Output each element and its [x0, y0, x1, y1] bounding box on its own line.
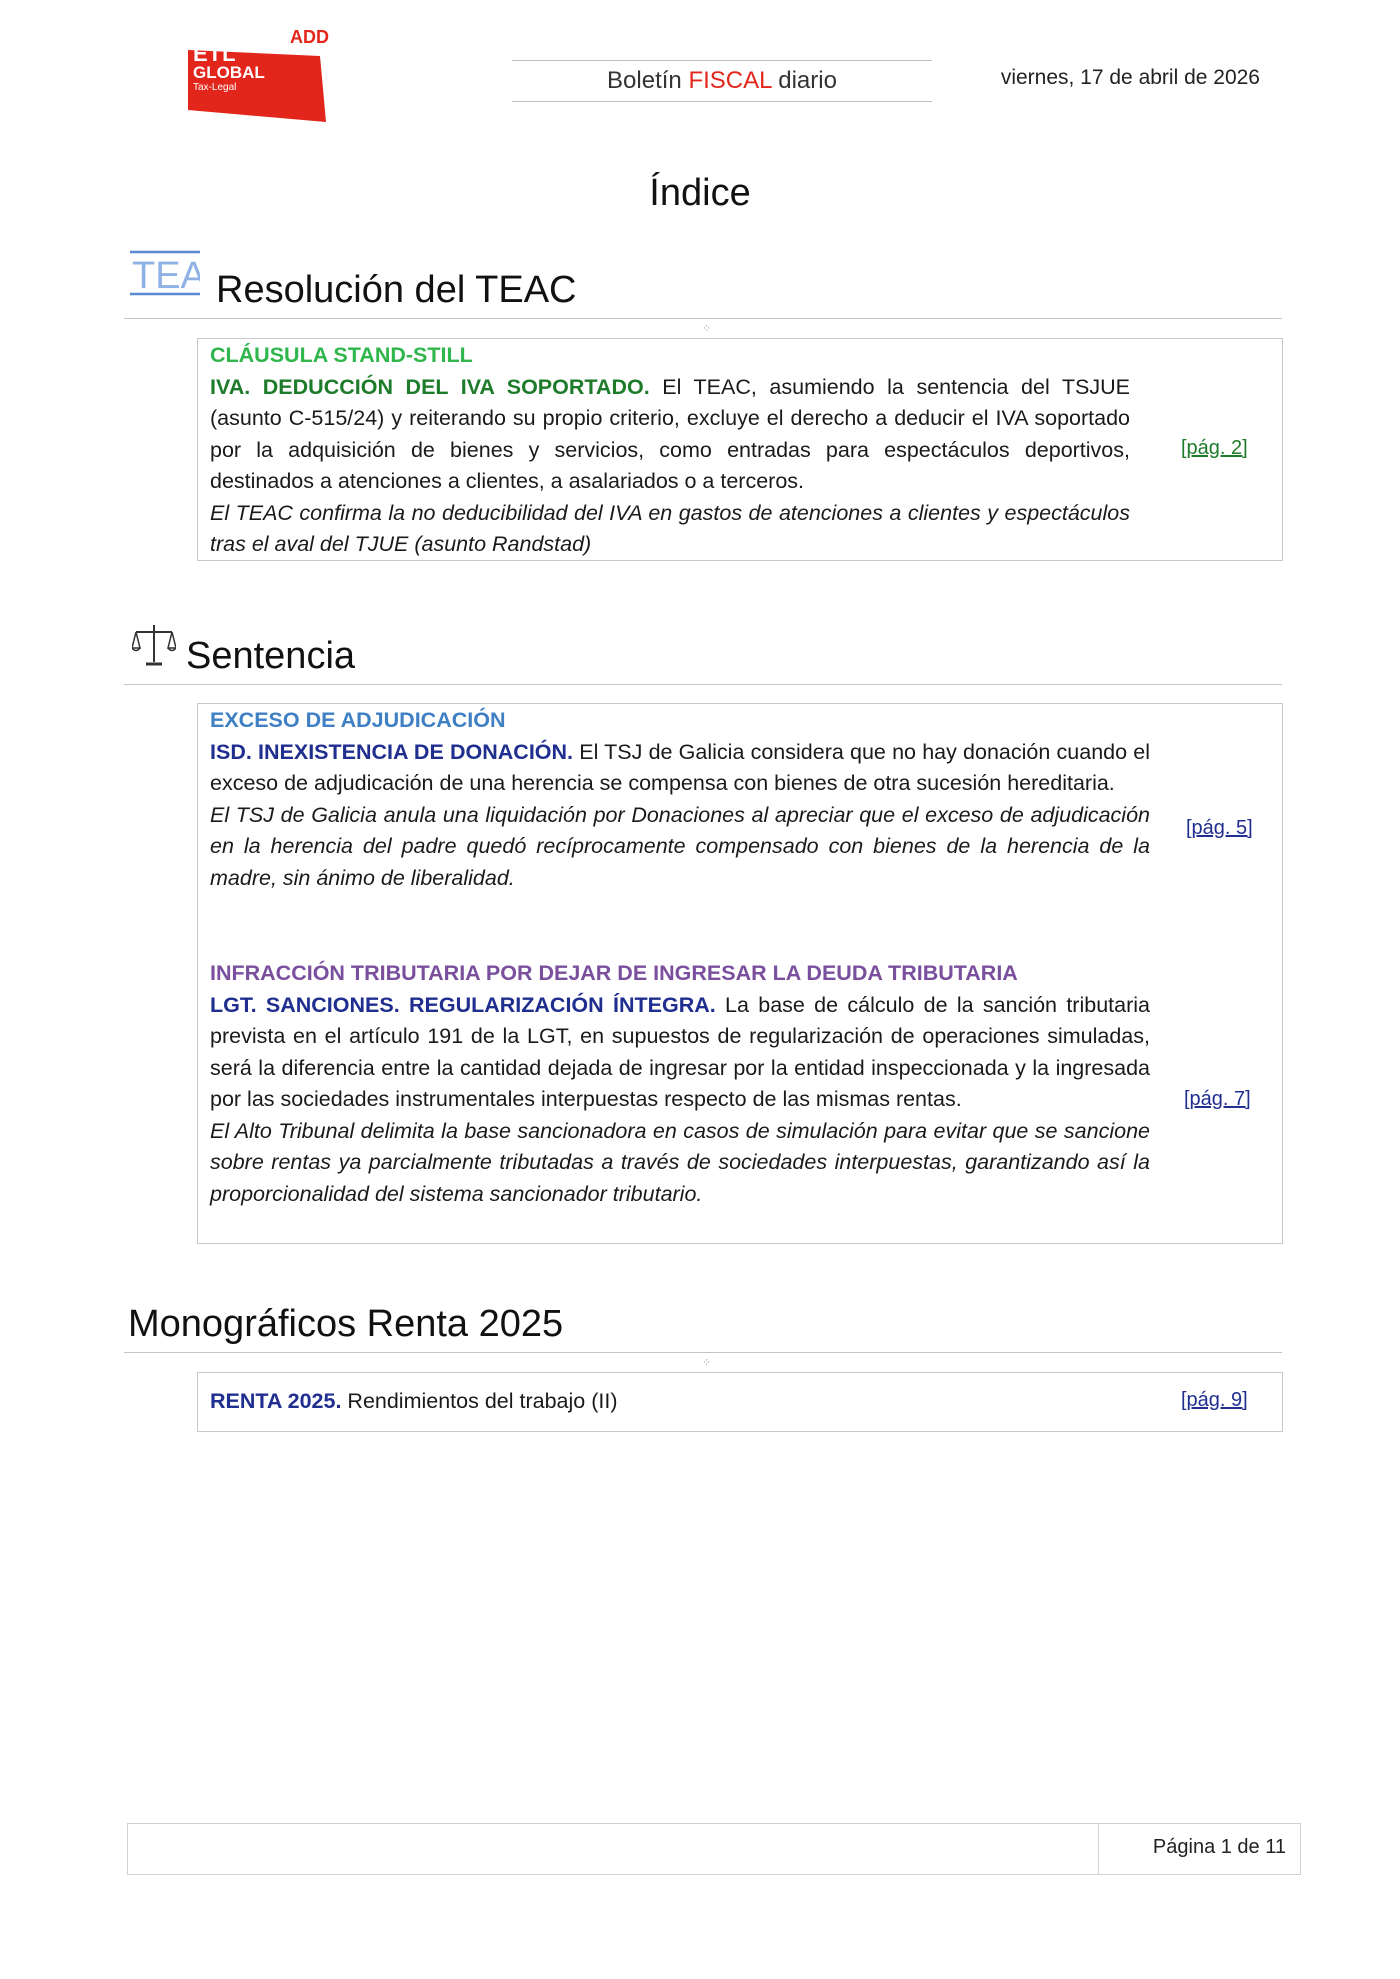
page-number: Página 1 de 11 [1152, 1836, 1286, 1858]
entry-summary: El Alto Tribunal delimita la base sancionadora en casos de simulación para evitar que se sancione sobre rentas ya parcialmente tributadas a través de sociedades interpuestas, garantizando así la proporcionalidad del sistema sancionador tributario. [210, 1118, 1150, 1206]
entry-headline: RENTA 2025. [210, 1389, 342, 1413]
entry-box-sentencia [197, 703, 1283, 1244]
section-heading-teac [124, 250, 1282, 319]
entry-body: El TEAC, asumiendo la sentencia del TSJUE (asunto C-515/24) y reiterando su propio criterio, excluye el derecho a deducir el IVA soportado por la adquisición de bienes y servicios, como entradas para espectáculos deportivos, destinados a atenciones a clientes, a asalariados o a terceros. [210, 374, 1130, 493]
logo-global-text: GLOBAL [193, 63, 265, 82]
section-title: Monográficos Renta 2025 [128, 1303, 564, 1345]
page-link[interactable]: [pág. 7] [1184, 1088, 1251, 1110]
entry-headline: LGT. SANCIONES. REGULARIZACIÓN ÍNTEGRA. [210, 992, 716, 1017]
entry-body: El TSJ de Galicia considera que no hay donación cuando el exceso de adjudicación de una herencia se compensa con bienes de otra sucesión hereditaria. [210, 739, 1150, 795]
section-heading-renta [124, 1296, 1282, 1353]
entry-isd-text [210, 705, 1150, 894]
logo-etl-text: ETL [193, 41, 237, 66]
entry-paragraph [210, 737, 1150, 800]
svg-text:TEA: TEA [132, 255, 200, 296]
anchor-icon: ⁘ [702, 1357, 712, 1369]
entry-category: CLÁUSULA STAND-STILL [210, 343, 473, 367]
entry-category: EXCESO DE ADJUDICACIÓN [210, 708, 506, 732]
entry-box-renta [197, 1372, 1283, 1432]
entry-headline: IVA. DEDUCCIÓN DEL IVA SOPORTADO. [210, 374, 650, 399]
page-footer [127, 1823, 1301, 1875]
bulletin-suffix: diario [771, 67, 837, 94]
page-link[interactable]: [pág. 9] [1181, 1389, 1248, 1411]
logo-tax-text: Tax-Legal [193, 82, 237, 93]
entry-summary: El TSJ de Galicia anula una liquidación por Donaciones al apreciar que el exceso de adjudicación en la herencia del padre quedó recíprocamente compensado con bienes de la herencia de la madre, sin ánimo de liberalidad. [210, 802, 1150, 890]
bulletin-highlight: FISCAL [688, 67, 772, 94]
tea-icon [130, 250, 200, 296]
entry-paragraph [210, 990, 1150, 1116]
entry-summary: El TEAC confirma la no deducibilidad del IVA en gastos de atenciones a clientes y espectáculos tras el aval del TJUE (asunto Randstad) [210, 500, 1130, 556]
bulletin-date: viernes, 17 de abril de 2026 [1000, 66, 1260, 89]
entry-headline: ISD. INEXISTENCIA DE DONACIÓN. [210, 739, 574, 764]
page-link[interactable]: [pág. 2] [1181, 437, 1248, 459]
entry-box-teac [197, 338, 1283, 561]
entry-paragraph [210, 372, 1130, 498]
entry-body: La base de cálculo de la sanción tributaria prevista en el artículo 191 de la LGT, en supuestos de regularización de operaciones simuladas, será la diferencia entre la cantidad dejada de ingresar por la entidad inspeccionada y la ingresada por las sociedades instrumentales interpuestas respecto de las mismas rentas. [210, 992, 1150, 1111]
page-link[interactable]: [pág. 5] [1186, 817, 1253, 839]
entry-renta-text [210, 1386, 1110, 1418]
entry-lgt-text [210, 958, 1150, 1210]
index-title: Índice [649, 172, 751, 214]
logo-add-text: ADD [290, 27, 329, 47]
entry-teac-text [210, 340, 1130, 561]
entry-category: INFRACCIÓN TRIBUTARIA POR DEJAR DE INGRESAR LA DEUDA TRIBUTARIA [210, 961, 1018, 985]
bulletin-prefix: Boletín [607, 67, 689, 94]
entry-body: Rendimientos del trabajo (II) [341, 1389, 618, 1413]
etl-global-logo [188, 28, 330, 124]
anchor-icon: ⁘ [702, 323, 712, 335]
section-title: Resolución del TEAC [216, 269, 577, 311]
section-heading-sentencia [124, 618, 1282, 685]
footer-divider [1098, 1824, 1099, 1874]
section-title: Sentencia [186, 635, 356, 677]
scale-icon [132, 622, 176, 668]
bulletin-title [512, 60, 932, 102]
